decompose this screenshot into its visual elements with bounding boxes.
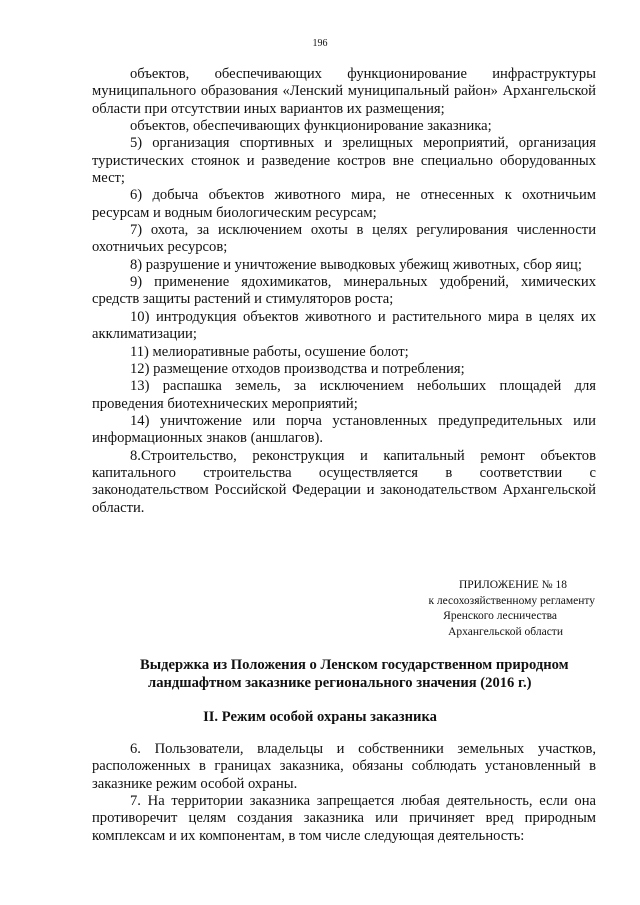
prohibited-activities-list [92,66,596,517]
heading-line: ландшафтном заказнике регионального значения (2016 г.) [148,675,532,691]
list-item: объектов, обеспечивающих функционирование заказника; [130,118,492,135]
list-item: 12) размещение отходов производства и потребления; [130,360,465,377]
list-item: 8.Строительство, реконструкция и капитальный ремонт объектов капитального строительства осуществляется в соответствии с законодательством Российской Федерации и законодательством Архангельской области. [92,447,596,516]
list-item: 10) интродукция объектов животного и растительного мира в целях их акклиматизации; [92,308,596,343]
appendix-region: Архангельской области [448,625,563,638]
list-item: 7) охота, за исключением охоты в целях регулирования численности охотничьих ресурсов; [92,222,596,256]
list-item: 11) мелиоративные работы, осушение болот; [130,343,409,360]
appendix-reference: к лесохозяйственному регламенту [428,594,595,607]
section-paragraph: 7. На территории заказника запрещается любая деятельность, если она противоречит целям создания заказника или причиняет вред природным комплексам и их компонентам, в том числе следующая деятельность: [92,793,596,844]
list-item: объектов, обеспечивающих функционирование инфраструктуры муниципального образования «Ленский муниципальный район» Архангельской области при отсутствии иных вариантов их размещения; [92,66,596,117]
list-item: 9) применение ядохимикатов, минеральных удобрений, химических средств защиты растений и стимуляторов роста; [92,274,596,308]
list-item: 5) организация спортивных и зрелищных мероприятий, организация туристических стоянок и разведение костров вне специально оборудованных мест; [92,135,596,187]
list-item: 8) разрушение и уничтожение выводковых убежищ животных, сбор яиц; [130,256,582,273]
appendix-forestry: Яренского лесничества [443,610,557,622]
list-item: 6) добыча объектов животного мира, не отнесенных к охотничьим ресурсам и водным биологическим ресурсам; [92,187,596,221]
list-item: 14) уничтожение или порча установленных предупредительных или информационных знаков (аншлагов). [92,412,596,447]
page-number: 196 [312,38,328,49]
document-heading [92,656,596,692]
section-title: II. Режим особой охраны заказника [203,709,437,725]
heading-line: Выдержка из Положения о Ленском государственном природном [140,657,569,673]
section-paragraph: 6. Пользователи, владельцы и собственники земельных участков, расположенных в границах заказника, обязаны соблюдать установленный в заказнике режим особой охраны. [92,741,596,792]
appendix-caption [330,578,595,640]
list-item: 13) распашка земель, за исключением небольших площадей для проведения биотехнических мероприятий; [92,378,596,412]
section-body [92,741,596,845]
appendix-title: ПРИЛОЖЕНИЕ № 18 [458,579,567,591]
